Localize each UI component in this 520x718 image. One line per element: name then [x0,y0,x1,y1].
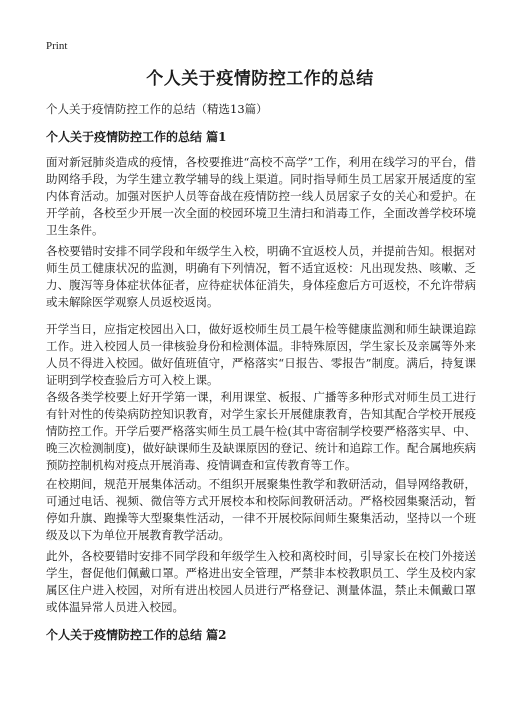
print-link[interactable]: Print [46,40,68,52]
paragraph: 开学当日，应指定校园出入口，做好返校师生员工晨午检等健康监测和师生缺课追踪工作。进入校园人员一律核验身份和检测体温。非特殊原因，学生家长及亲属等外来人员不得进入校园。做好值班值守，严格落实“日报告、零报告”制度。满后，持复课证明到学校查验后方可入校上课。 [46,322,476,387]
section-heading-1: 个人关于疫情防控工作的总结 篇1 [46,130,227,144]
paragraph: 各级各类学校要上好开学第一课，利用课堂、板报、广播等多种形式对师生员工进行有针对性的传染病防控知识教育，对学生家长开展健康教育，告知其配合学校开展疫情防控工作。开学后要严格落实师生员工晨午检(其中寄宿制学校要严格落实早、中、晚三次检测制度)，做好缺课师生及缺课原因的登记、统计和追踪工作。配合属地疾病预防控制机构对疫点开展消毒、疫情调查和宣传教育等工作。 [46,390,476,472]
section-heading-2: 个人关于疫情防控工作的总结 篇2 [46,628,227,642]
paragraph: 各校要错时安排不同学段和年级学生入校，明确不宜返校人员，并提前告知。根据对师生员工健康状况的监测，明确有下列情况，暂不适宜返校：凡出现发热、咳嗽、乏力、腹泻等身体症状体征者，应待症状体征消失，身体痊愈后方可返校，不允许带病或未解除医学观察人员返校返岗。 [46,244,476,309]
document-subtitle: 个人关于疫情防控工作的总结（精选13篇） [46,102,268,116]
paragraph: 此外，各校要错时安排不同学段和年级学生入校和离校时间，引导家长在校门外接送学生，督促他们佩戴口罩。严格进出安全管理，严禁非本校教职员工、学生及校内家属区住户进入校园，对所有进出校园人员进行严格登记、测量体温，禁止未佩戴口罩或体温异常人员进入校园。 [46,549,476,614]
document-title: 个人关于疫情防控工作的总结 [146,69,374,89]
paragraph: 在校期间，规范开展集体活动。不组织开展聚集性教学和教研活动，倡导网络教研，可通过电话、视频、微信等方式开展校本和校际间教研活动。严格校园集聚活动，暂停如升旗、跑操等大型聚集性活动，一律不开展校际间师生聚集活动，坚持以一个班级及以下为单位开展教育教学活动。 [46,477,476,542]
paragraph: 面对新冠肺炎造成的疫情，各校要推进“高校不高学”工作，利用在线学习的平台，借助网络手段，为学生建立教学辅导的线上渠道。同时指导师生员工居家开展适度的室内体育活动。加强对医护人员等奋战在疫情防控一线人员居家子女的关心和爱护。在开学前，各校至少开展一次全面的校园环境卫生清扫和消毒工作，全面改善学校环境卫生条件。 [46,155,476,237]
